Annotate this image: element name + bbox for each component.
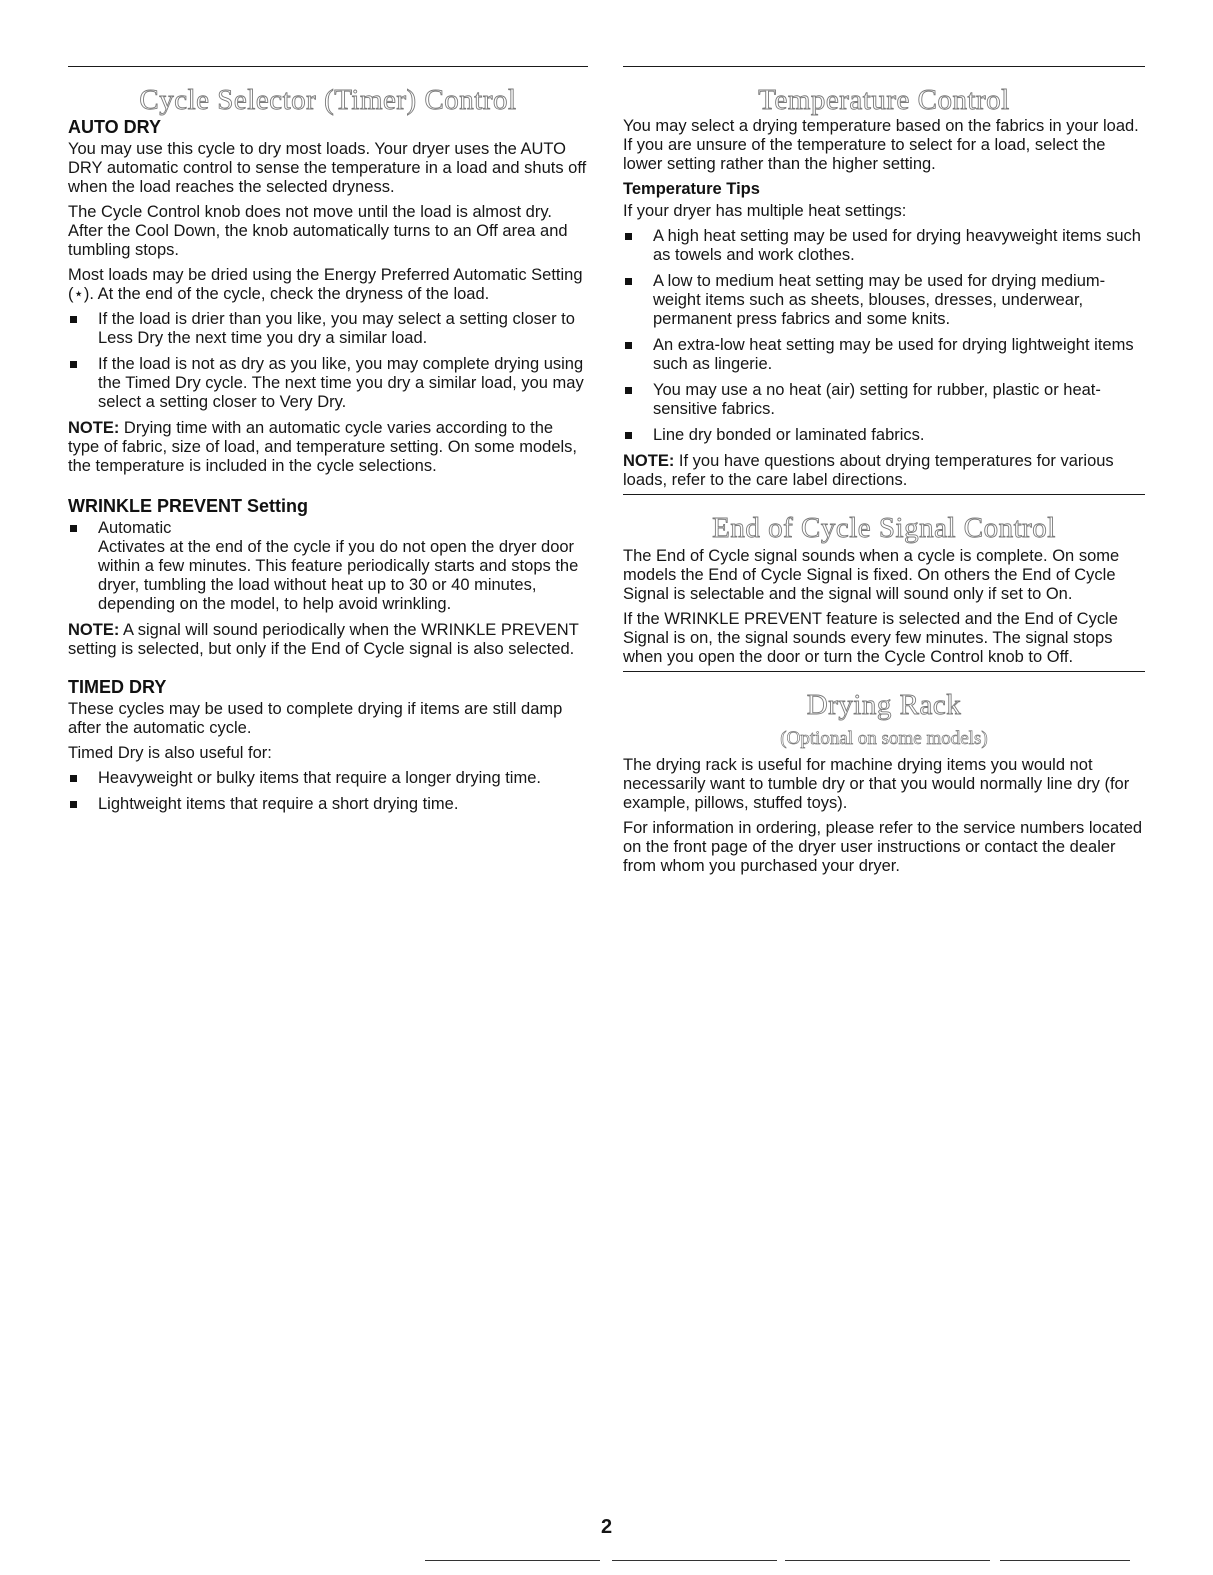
list-item <box>68 355 588 412</box>
auto-dry-paragraph-1: You may use this cycle to dry most loads. Your dryer uses the AUTO DRY automatic control to sense the temperature in a load and shuts off when the load reaches the selected dryness. <box>68 140 587 196</box>
list-item-title: Automatic <box>98 519 172 537</box>
wrinkle-prevent-list <box>68 519 588 614</box>
timed-dry-paragraph-2: Timed Dry is also useful for: <box>68 744 272 762</box>
list-item-text: A high heat setting may be used for drying heavyweight items such as towels and work clothes. <box>653 227 1141 264</box>
timed-dry-paragraph-1: These cycles may be used to complete drying if items are still damp after the automatic cycle. <box>68 700 563 737</box>
list-item <box>68 519 588 614</box>
list-item-text: Activates at the end of the cycle if you do not open the dryer door within a few minutes. This feature periodically starts and stops the dryer, tumbling the load without heat up to 30 or 40 minutes, depending on the model, to help avoid wrinkling. <box>98 538 579 613</box>
page-number: 2 <box>600 1516 613 1538</box>
temperature-note <box>623 452 1145 490</box>
note-text: If you have questions about drying temperatures for various loads, refer to the care label directions. <box>623 452 1114 489</box>
square-bullet-icon <box>625 342 632 349</box>
scan-line-artifact <box>425 1560 600 1561</box>
list-item <box>623 227 1145 265</box>
timed-dry-heading: TIMED DRY <box>68 677 167 697</box>
signal-paragraph-2: If the WRINKLE PREVENT feature is selected and the End of Cycle Signal is on, the signal sounds every few minutes. The signal stops when you open the door or turn the Cycle Control knob to Off. <box>623 610 1118 666</box>
square-bullet-icon <box>70 361 77 368</box>
list-item-text: Line dry bonded or laminated fabrics. <box>653 426 925 444</box>
square-bullet-icon <box>625 278 632 285</box>
section-divider <box>623 66 1145 67</box>
list-item <box>623 381 1145 419</box>
list-item-text: You may use a no heat (air) setting for rubber, plastic or heat-sensitive fabrics. <box>653 381 1101 418</box>
auto-dry-paragraph-2: The Cycle Control knob does not move until the load is almost dry. After the Cool Down, the knob automatically turns to an Off area and tumbling stops. <box>68 203 568 259</box>
square-bullet-icon <box>625 387 632 394</box>
list-item <box>68 769 588 788</box>
temperature-tips-intro: If your dryer has multiple heat settings: <box>623 202 907 220</box>
list-item-text: If the load is drier than you like, you may select a setting closer to Less Dry the next time you dry a similar load. <box>98 310 575 347</box>
auto-dry-bullet-list <box>68 310 588 412</box>
square-bullet-icon <box>70 801 77 808</box>
square-bullet-icon <box>625 432 632 439</box>
signal-paragraph-1: The End of Cycle signal sounds when a cycle is complete. On some models the End of Cycle Signal is fixed. On others the End of Cycle Signal is selectable and the signal will sound only if set to On. <box>623 547 1120 603</box>
note-text: A signal will sound periodically when the WRINKLE PREVENT setting is selected, but only if the End of Cycle signal is also selected. <box>68 621 579 658</box>
list-item <box>623 272 1145 329</box>
list-item-text: Heavyweight or bulky items that require a longer drying time. <box>98 769 541 787</box>
section-subtitle-optional: (Optional on some models) <box>780 728 988 749</box>
section-divider <box>623 494 1145 495</box>
rack-paragraph-2: For information in ordering, please refer to the service numbers located on the front page of the dryer user instructions or contact the dealer from whom you purchased your dryer. <box>623 819 1143 875</box>
note-label: NOTE: <box>68 621 120 639</box>
section-divider <box>623 671 1145 672</box>
square-bullet-icon <box>70 775 77 782</box>
wrinkle-prevent-note <box>68 621 588 659</box>
rack-paragraph-1: The drying rack is useful for machine drying items you would not necessarily want to tumble dry or that you would normally line dry (for example, pillows, stuffed toys). <box>623 756 1130 812</box>
section-title-temperature-control: Temperature Control <box>758 84 1010 116</box>
auto-dry-paragraph-3: Most loads may be dried using the Energy Preferred Automatic Setting (⋆). At the end of the cycle, check the dryness of the load. <box>68 266 583 303</box>
list-item-text: An extra-low heat setting may be used for drying lightweight items such as lingerie. <box>653 336 1134 373</box>
list-item <box>68 795 588 814</box>
section-title-drying-rack: Drying Rack <box>806 689 962 721</box>
note-label: NOTE: <box>68 419 120 437</box>
list-item-text: A low to medium heat setting may be used for drying medium-weight items such as sheets, blouses, dresses, underwear, permanent press fabrics and some knits. <box>653 272 1106 328</box>
auto-dry-heading: AUTO DRY <box>68 117 162 137</box>
temperature-paragraph-1: You may select a drying temperature based on the fabrics in your load. If you are unsure of the temperature to select for a load, select the lower setting rather than the higher setting. <box>623 117 1139 173</box>
left-column <box>68 66 588 821</box>
temperature-tips-heading: Temperature Tips <box>623 180 760 198</box>
right-column <box>623 66 1145 882</box>
temperature-tips-list <box>623 227 1145 445</box>
square-bullet-icon <box>70 316 77 323</box>
timed-dry-bullet-list <box>68 769 588 814</box>
section-divider <box>68 66 588 67</box>
wrinkle-prevent-heading: WRINKLE PREVENT Setting <box>68 496 309 516</box>
scan-line-artifact <box>612 1560 777 1561</box>
scan-line-artifact <box>1000 1560 1130 1561</box>
square-bullet-icon <box>625 233 632 240</box>
list-item-text: Lightweight items that require a short drying time. <box>98 795 459 813</box>
note-text: Drying time with an automatic cycle varies according to the type of fabric, size of load, and temperature setting. On some models, the temperature is included in the cycle selections. <box>68 419 578 475</box>
list-item <box>623 426 1145 445</box>
list-item <box>623 336 1145 374</box>
square-bullet-icon <box>70 525 77 532</box>
section-title-cycle-selector: Cycle Selector (Timer) Control <box>139 84 517 116</box>
section-title-end-of-cycle-signal: End of Cycle Signal Control <box>712 512 1056 544</box>
auto-dry-note <box>68 419 588 476</box>
list-item <box>68 310 588 348</box>
note-label: NOTE: <box>623 452 675 470</box>
scan-line-artifact <box>785 1560 990 1561</box>
list-item-text: If the load is not as dry as you like, you may complete drying using the Timed Dry cycle. The next time you dry a similar load, you may select a setting closer to Very Dry. <box>98 355 584 411</box>
